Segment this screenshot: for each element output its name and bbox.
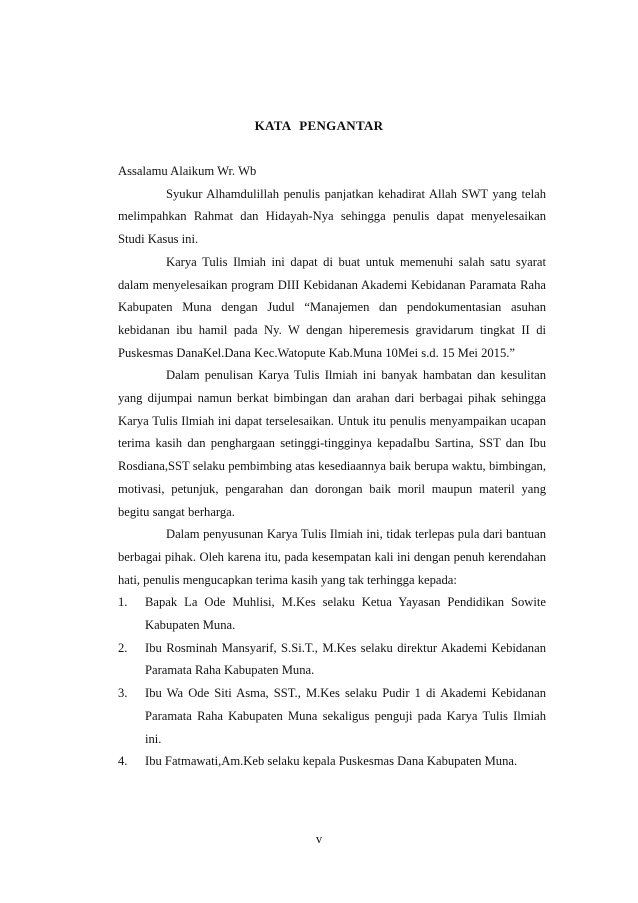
list-item [118,750,546,773]
paragraph-3: Dalam penulisan Karya Tulis Ilmiah ini banyak hambatan dan kesulitan yang dijumpai namun berkat bimbingan dan arahan dari berbagai pihak sehingga Karya Tulis Ilmiah ini dapat terselesaikan. Untuk itu penulis menyampaikan ucapan terima kasih dan penghargaan setinggi-tingginya kepadaIbu Sartina, SST dan Ibu Rosdiana,SST selaku pembimbing atas kesediaannya baik berupa waktu, bimbingan, motivasi, petunjuk, pengarahan dan dorongan baik moril maupun materil yang begitu sangat berharga. [118,368,546,519]
page-number: v [315,832,323,846]
list-text: Bapak La Ode Muhlisi, M.Kes selaku Ketua Yayasan Pendidikan Sowite Kabupaten Muna. [145,595,546,633]
list-item [118,637,546,682]
list-number: 3. [118,686,128,701]
list-item [118,591,546,636]
paragraph-2: Karya Tulis Ilmiah ini dapat di buat untuk memenuhi salah satu syarat dalam menyelesaikan program DIII Kebidanan Akademi Kebidanan Paramata Raha Kabupaten Muna dengan Judul “Manajemen dan pendokumentasian asuhan kebidanan ibu hamil pada Ny. W dengan hiperemesis gravidarum tingkat II di Puskesmas DanaKel.Dana Kec.Watopute Kab.Muna 10Mei s.d. 15 Mei 2015.” [118,254,546,360]
list-text: Ibu Wa Ode Siti Asma, SST., M.Kes selaku Pudir 1 di Akademi Kebidanan Paramata Raha Kabupaten Muna sekaligus penguji pada Karya Tulis Ilmiah ini. [145,686,546,746]
list-number: 4. [118,754,128,769]
list-number: 1. [118,595,128,610]
paragraph-1: Syukur Alhamdulillah penulis panjatkan kehadirat Allah SWT yang telah melimpahkan Rahmat dan Hidayah-Nya sehingga penulis dapat menyelesaikan Studi Kasus ini. [118,186,546,247]
page-title: KATA PENGANTAR [254,118,384,133]
paragraph-4: Dalam penyusunan Karya Tulis Ilmiah ini, tidak terlepas pula dari bantuan berbagai pihak. Oleh karena itu, pada kesempatan kali ini dengan penuh kerendahan hati, penulis mengucapkan terima kasih yang tak terhingga kepada: [118,527,546,587]
acknowledgement-list [118,591,546,773]
document-body [118,160,546,773]
list-text: Ibu Fatmawati,Am.Keb selaku kepala Puskesmas Dana Kabupaten Muna. [145,754,518,769]
list-number: 2. [118,640,128,655]
greeting: Assalamu Alaikum Wr. Wb [118,164,257,178]
list-text: Ibu Rosminah Mansyarif, S.Si.T., M.Kes selaku direktur Akademi Kebidanan Paramata Raha Kabupaten Muna. [145,640,546,678]
list-item [118,682,546,750]
